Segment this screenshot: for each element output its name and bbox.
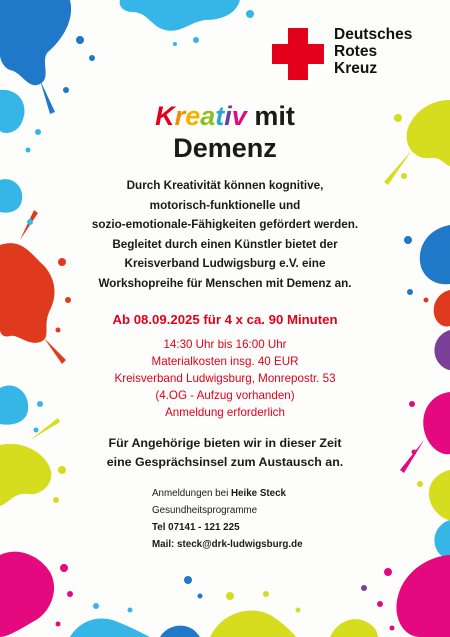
contact-block bbox=[152, 485, 303, 553]
logo-line-kreuz: Kreuz bbox=[334, 60, 378, 77]
red-cross-icon bbox=[272, 28, 324, 80]
headline-kreativ-letter: v bbox=[231, 101, 247, 131]
headline-kreativ-letter: t bbox=[215, 101, 225, 131]
intro-line: Kreisverband Ludwigsburg e.V. eine bbox=[124, 257, 326, 270]
event-details bbox=[60, 336, 390, 421]
intro-line: Begleitet durch einen Künstler bietet der bbox=[112, 237, 338, 251]
event-cost: Materialkosten insg. 40 EUR bbox=[151, 355, 299, 368]
headline-kreativ-letter: i bbox=[224, 101, 232, 131]
family-offer bbox=[60, 434, 390, 472]
headline-kreativ-letter: a bbox=[200, 101, 216, 131]
headline-kreativ-letter: K bbox=[155, 101, 175, 131]
event-floor: (4.OG - Aufzug vorhanden) bbox=[155, 389, 295, 402]
headline-mit: mit bbox=[254, 101, 295, 131]
headline-kreativ bbox=[155, 101, 247, 131]
drk-logo bbox=[272, 26, 442, 82]
event-location: Kreisverband Ludwigsburg, Monrepostr. 53 bbox=[114, 372, 336, 385]
headline-demenz: Demenz bbox=[173, 133, 277, 163]
family-line-2: eine Gesprächsinsel zum Austausch an. bbox=[106, 455, 344, 469]
contact-email: Mail: steck@drk-ludwigsburg.de bbox=[152, 539, 303, 550]
intro-line: motorisch-funktionelle und bbox=[149, 198, 301, 212]
contact-name: Heike Steck bbox=[230, 488, 286, 499]
contact-registration-line bbox=[152, 485, 303, 502]
intro-line: Durch Kreativität können kognitive, bbox=[126, 179, 324, 192]
event-registration: Anmeldung erforderlich bbox=[165, 406, 285, 419]
headline-line-1 bbox=[0, 100, 450, 132]
logo-line-deutsches: Deutsches bbox=[334, 26, 413, 43]
event-date: Ab 08.09.2025 für 4 x ca. 90 Minuten bbox=[112, 312, 338, 327]
contact-phone: Tel 07141 - 121 225 bbox=[152, 522, 240, 533]
family-line-1: Für Angehörige bieten wir in dieser Zeit bbox=[108, 436, 342, 450]
contact-department: Gesundheitsprogramme bbox=[152, 505, 258, 516]
intro-line: Workshopreihe für Menschen mit Demenz an. bbox=[98, 276, 352, 290]
logo-line-rotes: Rotes bbox=[334, 43, 378, 60]
drk-wordmark bbox=[334, 26, 444, 77]
contact-label: Anmeldungen bei bbox=[152, 488, 231, 499]
intro-line: sozio-emotionale-Fähigkeiten gefördert werden. bbox=[91, 218, 359, 231]
headline-kreativ-letter: r bbox=[174, 101, 186, 131]
intro-paragraph bbox=[60, 176, 390, 293]
headline-kreativ-letter: e bbox=[185, 101, 201, 131]
event-time: 14:30 Uhr bis 16:00 Uhr bbox=[163, 338, 287, 351]
